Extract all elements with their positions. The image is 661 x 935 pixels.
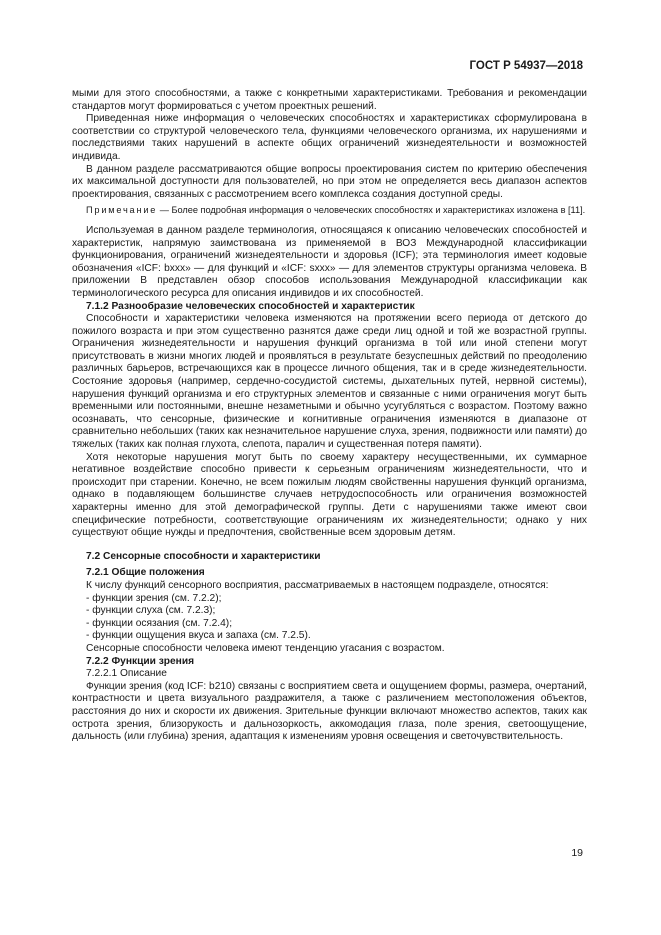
paragraph: В данном разделе рассматриваются общие вопросы проектирования систем по критерию обеспечения их максимальной доступности для пользователей, но при этом не определяется весь диапазон аспектов проектирования, связанных с рассмотрением всего комплекса создания доступной среды.: [72, 163, 587, 200]
paragraph: Приведенная ниже информация о человеческих способностях и характеристиках сформулирована в соответствии со структурой человеческого тела, функциями человеческого организма, их нарушениями и последствиями таких нарушений в аспекте общих ограничений жизнедеятельности и возможностей индивида.: [72, 113, 587, 162]
note-text: — Более подробная информация о человеческих способностях и характеристиках изложена в [11].: [157, 205, 586, 216]
paragraph: мыми для этого способностями, а также с конкретными характеристиками. Требования и рекомендации стандартов могут формироваться с учетом проектных решений.: [72, 88, 587, 112]
list-item: - функции ощущения вкуса и запаха (см. 7.2.5).: [86, 630, 311, 642]
note: [72, 205, 587, 217]
section-heading-7-2-2: 7.2.2 Функции зрения: [86, 655, 195, 667]
paragraph: Хотя некоторые нарушения могут быть по своему характеру несущественными, их суммарное негативное воздействие способно привести к серьезным ограничениям жизнедеятельности, что и происходит при старении. Конечно, не всем пожилым людям свойственны нарушения функций организма, однако в подавляющем большинстве случаев нетрудоспособность или ограничения возможностей характерны именно для этой демографической группы. Дети с нарушениями также имеют свои специфические потребности, соответствующие ограничениям их жизнедеятельности; однако у них существуют общие нужды и предпочтения, свойственные всем здоровым детям.: [72, 451, 587, 539]
document-code: ГОСТ Р 54937—2018: [469, 60, 583, 72]
paragraph: Функции зрения (код ICF: b210) связаны с восприятием света и ощущением формы, размера, очертаний, контрастности и цвета визуального раздражителя, а также с различением местоположения объектов, расстояния до них и скорости их движения. Зрительные функции включают множество аспектов, таких как острота зрения, близорукость и дальнозоркость, аккомодация глаза, поле зрения, светоощущение, дальность (или глубина) зрения, адаптация к изменениям уровня освещения и светочувствительность.: [72, 680, 587, 743]
paragraph: Сенсорные способности человека имеют тенденцию угасания с возрастом.: [86, 642, 445, 654]
section-heading-7-2-1: 7.2.1 Общие положения: [86, 567, 205, 579]
page-body: [72, 88, 587, 744]
paragraph: Используемая в данном разделе терминология, относящаяся к описанию человеческих способностей и характеристик, напрямую заимствована из применяемой в ВОЗ Международной классификации функционирования, ограничений жизнедеятельности и здоровья (ICF); эта терминология имеет кодовые обозначения «ICF: bxxx» — для функций и «ICF: sxxx» — для элементов структуры организма человека. В приложении В представлен обзор способов использования Международной классификации как терминологического ресурса для описания индивидов и их способностей.: [72, 224, 587, 299]
paragraph: Способности и характеристики человека изменяются на протяжении всего периода от детского до пожилого возраста и при этом существенно разнятся даже среди лиц одной и той же возрастной группы. Ограничения жизнедеятельности и нарушения функций организма в той или иной степени могут присутствовать в жизни многих людей и проявляться в результате безуспешных действий по преодолению различных барьеров, встречающихся как в процессе личного общения, так и в среде жизнедеятельности. Состояние здоровья (например, сердечно-сосудистой системы, дыхательных путей, нервной системы), нарушения функций организма и его структурных элементов и связанные с ними ограничения могут быть временными или постоянными, внешне незаметными и обычно усугубляться с возрастом. Поэтому важно осознавать, что сенсорные, физические и когнитивные ограничения изменяются в диапазоне от сравнительно небольших (таких как незначительное нарушение слуха, зрения, подвижности или памяти) до тяжелых (таких как полная глухота, слепота, паралич и существенная потеря памяти).: [72, 313, 587, 451]
section-heading-7-2: 7.2 Сенсорные способности и характеристики: [86, 550, 321, 562]
list-item: - функции зрения (см. 7.2.2);: [86, 592, 222, 604]
section-heading-7-1-2: 7.1.2 Разнообразие человеческих способностей и характеристик: [86, 300, 415, 312]
list-item: - функции осязания (см. 7.2.4);: [86, 617, 233, 629]
page-number: 19: [571, 847, 583, 859]
note-label: Примечание: [86, 205, 158, 216]
subsection-heading-7-2-2-1: 7.2.2.1 Описание: [86, 668, 167, 680]
list-item: - функции слуха (см. 7.2.3);: [86, 605, 216, 617]
paragraph: К числу функций сенсорного восприятия, рассматриваемых в настоящем подразделе, относятся:: [86, 579, 549, 591]
